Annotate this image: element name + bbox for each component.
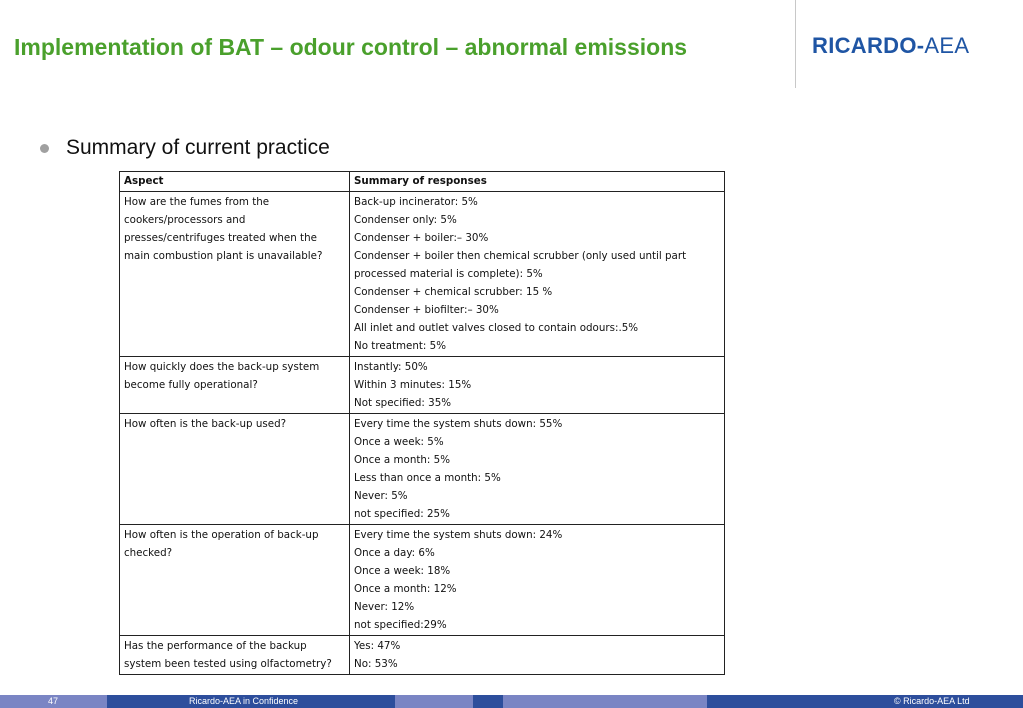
table-row	[120, 192, 725, 357]
response-line: Condenser only: 5%	[354, 214, 457, 226]
column-header-responses: Summary of responses	[350, 172, 725, 192]
responses-cell	[350, 192, 725, 357]
aspect-text: How are the fumes from the cookers/processors and presses/centrifuges treated when the main combustion plant is unavailable?	[124, 196, 323, 262]
bullet-text: Summary of current practice	[66, 136, 330, 159]
logo-main-text: RICARDO	[812, 33, 917, 58]
table-row	[120, 357, 725, 414]
response-line: Yes: 47%	[354, 640, 401, 652]
ricardo-aea-logo	[812, 33, 969, 59]
response-line: Not specified: 35%	[354, 397, 452, 409]
bullet-dot-icon	[40, 144, 49, 153]
response-line: Once a month: 5%	[354, 454, 450, 466]
table-header-row	[120, 172, 725, 192]
aspect-cell	[120, 636, 350, 675]
table-row	[120, 525, 725, 636]
response-line: Never: 5%	[354, 490, 408, 502]
bullet-item	[40, 136, 330, 160]
response-line: No: 53%	[354, 658, 398, 670]
response-line: Once a week: 5%	[354, 436, 444, 448]
confidentiality-notice: Ricardo-AEA in Confidence	[189, 696, 299, 706]
footer-segment	[395, 695, 473, 708]
response-line: All inlet and outlet valves closed to contain odours:.5%	[354, 322, 639, 334]
aspect-cell	[120, 192, 350, 357]
response-line: Condenser + boiler then chemical scrubber (only used until part processed material is complete): 5%	[354, 250, 687, 280]
aspect-text: Has the performance of the backup system been tested using olfactometry?	[124, 640, 332, 670]
responses-cell	[350, 525, 725, 636]
table-body	[120, 192, 725, 675]
response-line: Condenser + biofilter:– 30%	[354, 304, 499, 316]
response-line: Never: 12%	[354, 601, 415, 613]
responses-cell	[350, 357, 725, 414]
response-line: Back-up incinerator: 5%	[354, 196, 478, 208]
response-line: Condenser + chemical scrubber: 15 %	[354, 286, 553, 298]
logo-dash: -	[916, 33, 925, 58]
page-title: Implementation of BAT – odour control – abnormal emissions	[14, 34, 688, 60]
response-line: Within 3 minutes: 15%	[354, 379, 472, 391]
logo-sub-text: AEA	[924, 33, 970, 58]
response-line: Once a month: 12%	[354, 583, 457, 595]
footer-segment	[503, 695, 707, 708]
responses-cell	[350, 414, 725, 525]
response-line: Once a week: 18%	[354, 565, 451, 577]
page-number: 47	[48, 696, 59, 706]
summary-table	[119, 171, 725, 675]
aspect-text: How often is the operation of back-up checked?	[124, 529, 319, 559]
response-line: Every time the system shuts down: 24%	[354, 529, 563, 541]
response-line: Instantly: 50%	[354, 361, 428, 373]
aspect-text: How often is the back-up used?	[124, 418, 287, 430]
response-line: not specified: 25%	[354, 508, 450, 520]
response-line: Condenser + boiler:– 30%	[354, 232, 489, 244]
aspect-text: How quickly does the back-up system become fully operational?	[124, 361, 320, 391]
footer-bar	[0, 695, 1023, 708]
response-line: Less than once a month: 5%	[354, 472, 501, 484]
header-divider	[795, 0, 796, 88]
response-line: Once a day: 6%	[354, 547, 435, 559]
copyright-notice: © Ricardo-AEA Ltd	[894, 696, 970, 706]
aspect-cell	[120, 414, 350, 525]
column-header-aspect: Aspect	[120, 172, 350, 192]
response-line: Every time the system shuts down: 55%	[354, 418, 563, 430]
response-line: not specified:29%	[354, 619, 447, 631]
table-row	[120, 636, 725, 675]
table-row	[120, 414, 725, 525]
aspect-cell	[120, 357, 350, 414]
responses-cell	[350, 636, 725, 675]
aspect-cell	[120, 525, 350, 636]
response-line: No treatment: 5%	[354, 340, 447, 352]
